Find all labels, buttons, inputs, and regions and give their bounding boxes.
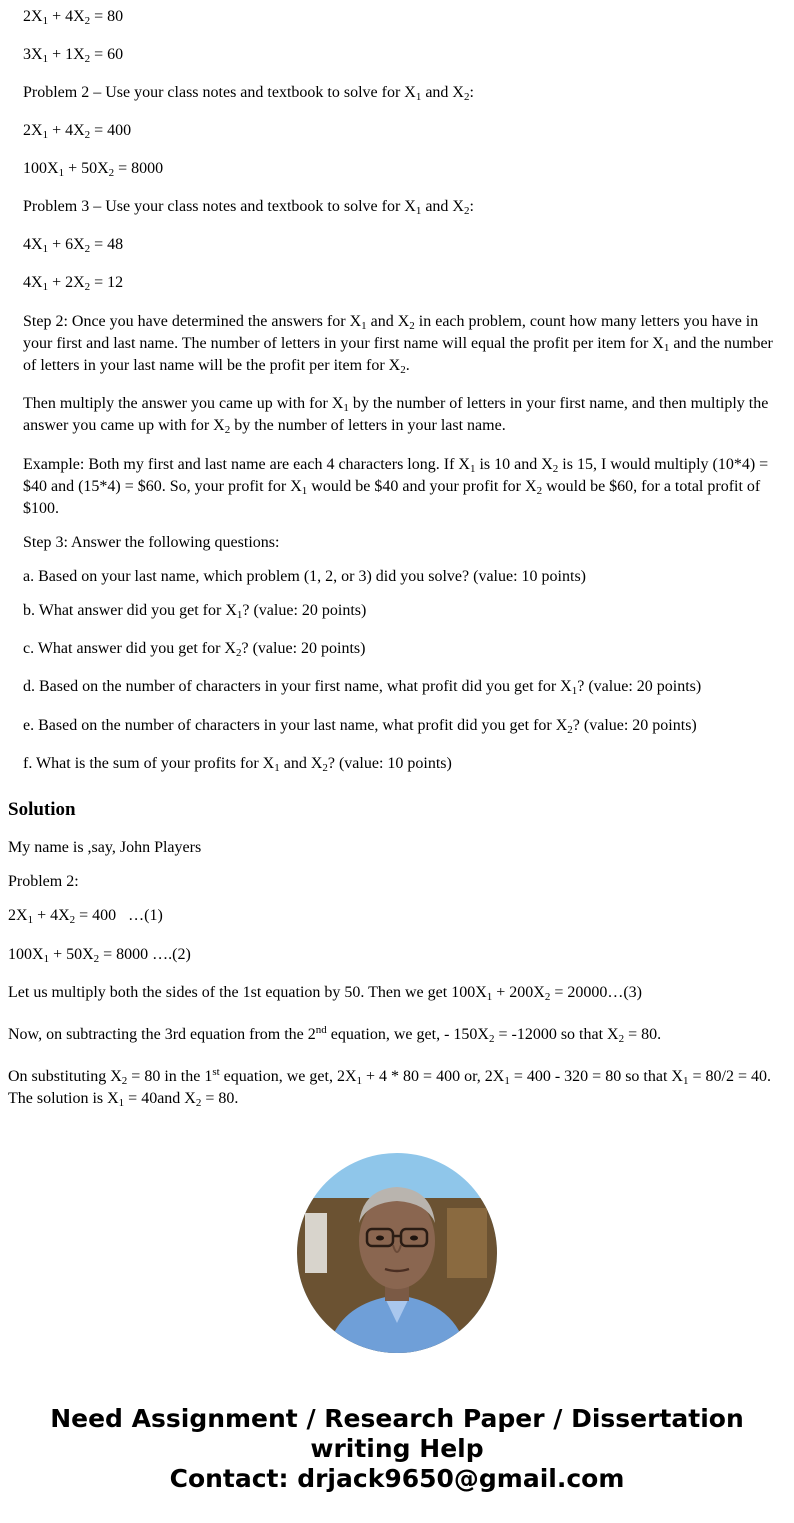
question-f: f. What is the sum of your profits for $X_1$ and $X_2$? (value: 10 points) bbox=[23, 755, 452, 774]
solution-name-line: My name is ,say, John Players bbox=[8, 839, 202, 856]
author-portrait-image bbox=[297, 1153, 497, 1353]
multiply-instructions: Then multiply the answer you came up with for $X_1$ by the number of letters in your first name, and then multiply the answer you came up with for $X_2$ by the number of letters in your last name. bbox=[23, 395, 769, 436]
problem-1-equation-1: $2X_1 + 4X_2 = 80$ bbox=[23, 8, 124, 27]
problem-1-equation-2: $3X_1 + 1X_2 = 60$ bbox=[23, 46, 124, 65]
problem-2-equation-2: $100X_1 + 50X_2 = 8000$ bbox=[23, 160, 164, 179]
problem-2-intro: Problem 2 – Use your class notes and textbook to solve for $X_1$ and $X_2$: bbox=[23, 84, 474, 103]
question-e: e. Based on the number of characters in your last name, what profit did you get for $X_2$? (value: 20 points) bbox=[23, 717, 697, 736]
step-2-paragraph: Step 2: Once you have determined the answers for $X_1$ and $X_2$ in each problem, count how many letters you have in your first and last name. The number of letters in your first name will equal the profit per item for $X_1$ and the number of letters in your last name will be the profit per item for $X_2$. bbox=[23, 313, 773, 376]
step-3-heading: Step 3: Answer the following questions: bbox=[23, 534, 280, 551]
solution-equation-1: $2X_1 + 4X_2 = 400$ …(1) bbox=[8, 907, 163, 926]
question-d: d. Based on the number of characters in your first name, what profit did you get for $X_1$? (value: 20 points) bbox=[23, 678, 702, 697]
solution-multiply-step: Let us multiply both the sides of the 1st equation by 50. Then we get $100X_1 + 200X_2$ = 20000…(3) bbox=[8, 984, 643, 1003]
author-avatar bbox=[297, 1153, 497, 1353]
banner-line-2: writing Help bbox=[310, 1434, 484, 1463]
question-a: a. Based on your last name, which problem (1, 2, or 3) did you solve? (value: 10 points) bbox=[23, 568, 586, 585]
example-paragraph: Example: Both my first and last name are each 4 characters long. If $X_1$ is 10 and $X_2$ is 15, I would multiply (10*4) = $40 and (15*4) = $60. So, your profit for $X_1$ would be $40 and your profit for $X_2$ would be $60, for a total profit of $100. bbox=[23, 456, 769, 517]
solution-equation-2: $100X_1 + 50X_2 = 8000$ ….(2) bbox=[8, 946, 191, 965]
problem-3-equation-2: $4X_1 + 2X_2 = 12$ bbox=[23, 274, 124, 293]
solution-subtract-step: Now, on subtracting the 3rd equation from the 2nd equation, we get, - $150X_2 = -12000$ so that $X_2 = 80$. bbox=[8, 1024, 662, 1045]
banner-line-1: Need Assignment / Research Paper / Dissertation bbox=[50, 1404, 744, 1433]
question-b: b. What answer did you get for $X_1$? (value: 20 points) bbox=[23, 602, 367, 621]
help-banner bbox=[0, 1404, 794, 1494]
solution-heading: Solution bbox=[8, 799, 76, 820]
problem-3-equation-1: $4X_1 + 6X_2 = 48$ bbox=[23, 236, 124, 255]
problem-2-equation-1: $2X_1 + 4X_2 = 400$ bbox=[23, 122, 132, 141]
banner-contact-email: Contact: drjack9650@gmail.com bbox=[169, 1464, 625, 1493]
problem-3-intro: Problem 3 – Use your class notes and textbook to solve for $X_1$ and $X_2$: bbox=[23, 198, 474, 217]
solution-problem-label: Problem 2: bbox=[8, 873, 79, 890]
solution-substitute-step: On substituting $X_2 = 80$ in the 1st equation, we get, $2X_1 + 4 * 80 = 400$ or, $2X_1 = 400 - 320 = 80$ so that $X_1 = 80/2 = 40$. The solution is $X_1 = 40and$ $X_2 = 80$. bbox=[8, 1066, 771, 1109]
question-c: c. What answer did you get for $X_2$? (value: 20 points) bbox=[23, 640, 366, 659]
